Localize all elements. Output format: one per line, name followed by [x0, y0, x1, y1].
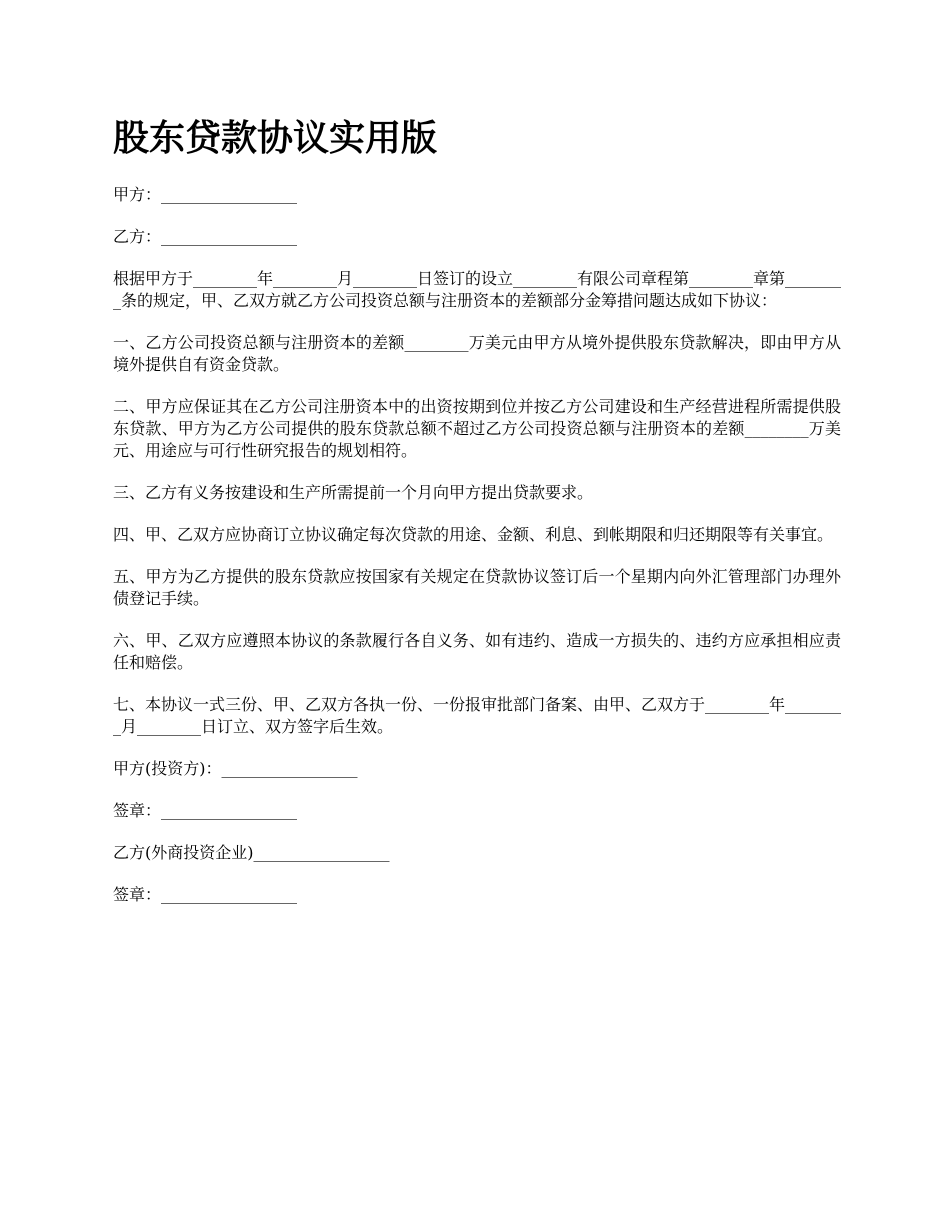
- clause-6-paragraph: 六、甲、乙双方应遵照本协议的条款履行各自义务、如有违约、造成一方损失的、违约方应承担相应责任和赔偿。: [113, 631, 841, 672]
- clause-5-paragraph: 五、甲方为乙方提供的股东贷款应按国家有关规定在贷款协议签订后一个星期内向外汇管理部门办理外债登记手续。: [113, 567, 841, 608]
- clause-1-paragraph: 一、乙方公司投资总额与注册资本的差额________万美元由甲方从境外提供股东贷款解决，即由甲方从境外提供自有资金贷款。: [113, 333, 841, 374]
- party-b-line: 乙方：_________________: [113, 227, 298, 246]
- party-b-signature-line: 乙方(外商投资企业)_________________: [113, 843, 390, 862]
- clause-7-paragraph: 七、本协议一式三份、甲、乙双方各执一份、一份报审批部门备案、由甲、乙双方于________年________月________日订立、双方签字后生效。: [113, 695, 842, 736]
- document-page: [113, 0, 841, 906]
- party-a-line: 甲方：_________________: [113, 185, 298, 204]
- preamble-paragraph: 根据甲方于________年________月________日签订的设立________有限公司章程第________章第________条的规定，甲、乙双方就乙方公司投资总额与注册资本的差额部分金筹措问题达成如下协议：: [113, 269, 842, 310]
- document-title: 股东贷款协议实用版: [113, 117, 438, 159]
- party-a-signature-line: 甲方(投资方)：_________________: [113, 759, 358, 778]
- party-b-seal-line: 签章：_________________: [113, 885, 298, 904]
- clause-3-paragraph: 三、乙方有义务按建设和生产所需提前一个月向甲方提出贷款要求。: [113, 483, 594, 502]
- clause-4-paragraph: 四、甲、乙双方应协商订立协议确定每次贷款的用途、金额、利息、到帐期限和归还期限等有关事宜。: [113, 525, 834, 544]
- clause-2-paragraph: 二、甲方应保证其在乙方公司注册资本中的出资按期到位并按乙方公司建设和生产经营进程所需提供股东贷款、甲方为乙方公司提供的股东贷款总额不超过乙方公司投资总额与注册资本的差额________万美元、用途应与可行性研究报告的规划相符。: [113, 397, 841, 460]
- party-a-seal-line: 签章：_________________: [113, 801, 298, 820]
